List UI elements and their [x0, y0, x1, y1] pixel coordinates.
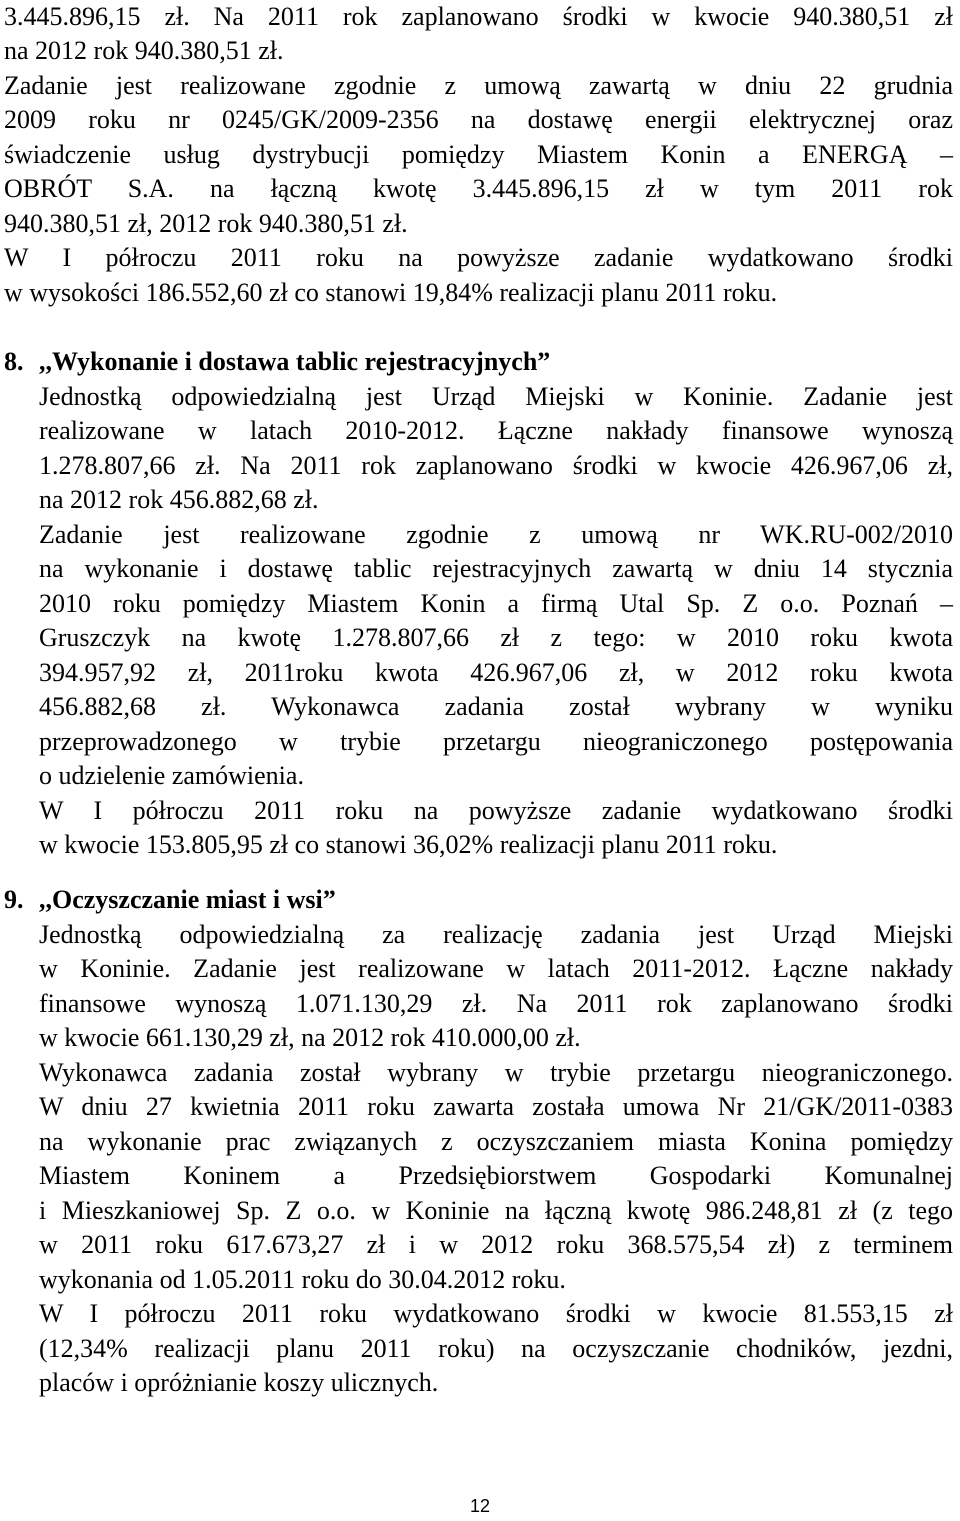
paragraph-line: 1.278.807,66 zł. Na 2011 rok zaplanowano środki w kwocie 426.967,06 zł, — [39, 451, 953, 480]
paragraph-line: w kwocie 153.805,95 zł co stanowi 36,02% realizacji planu 2011 roku. — [39, 830, 778, 859]
paragraph-line: w Koninie. Zadanie jest realizowane w latach 2011-2012. Łączne nakłady — [39, 954, 953, 983]
paragraph-line: 940.380,51 zł, 2012 rok 940.380,51 zł. — [4, 209, 408, 238]
paragraph-line: na 2012 rok 940.380,51 zł. — [4, 36, 284, 65]
paragraph-line: placów i opróżnianie koszy ulicznych. — [39, 1368, 439, 1397]
paragraph-line: W I półroczu 2011 roku wydatkowano środki w kwocie 81.553,15 zł — [39, 1299, 953, 1328]
paragraph-line: finansowe wynoszą 1.071.130,29 zł. Na 2011 rok zaplanowano środki — [39, 989, 953, 1018]
paragraph-line: na 2012 rok 456.882,68 zł. — [39, 485, 319, 514]
paragraph-line: W I półroczu 2011 roku na powyższe zadanie wydatkowano środki — [4, 243, 953, 272]
paragraph-line: W dniu 27 kwietnia 2011 roku zawarta została umowa Nr 21/GK/2011-0383 — [39, 1092, 953, 1121]
paragraph-line: wykonania od 1.05.2011 roku do 30.04.2012 roku. — [39, 1265, 566, 1294]
paragraph-line: Wykonawca zadania został wybrany w trybie przetargu nieograniczonego. — [39, 1058, 953, 1087]
paragraph-line: 456.882,68 zł. Wykonawca zadania został wybrany w wyniku — [39, 692, 953, 721]
paragraph-line: Gruszczyk na kwotę 1.278.807,66 zł z tego: w 2010 roku kwota — [39, 623, 953, 652]
paragraph-line: i Mieszkaniowej Sp. Z o.o. w Koninie na łączną kwotę 986.248,81 zł (z tego — [39, 1196, 953, 1225]
paragraph-line: 2009 roku nr 0245/GK/2009-2356 na dostawę energii elektrycznej oraz — [4, 105, 953, 134]
paragraph-line: 3.445.896,15 zł. Na 2011 rok zaplanowano środki w kwocie 940.380,51 zł — [4, 2, 953, 31]
paragraph-line: w kwocie 661.130,29 zł, na 2012 rok 410.000,00 zł. — [39, 1023, 581, 1052]
section-number: 8. — [4, 347, 24, 376]
paragraph-line: na wykonanie prac związanych z oczyszczaniem miasta Konina pomiędzy — [39, 1127, 953, 1156]
paragraph-line: na wykonanie i dostawę tablic rejestracyjnych zawartą w dniu 14 stycznia — [39, 554, 953, 583]
paragraph-line: Zadanie jest realizowane zgodnie z umową zawartą w dniu 22 grudnia — [4, 71, 953, 100]
section-heading: ,,Wykonanie i dostawa tablic rejestracyjnych” — [39, 347, 551, 376]
paragraph-line: przeprowadzonego w trybie przetargu nieograniczonego postępowania — [39, 727, 953, 756]
paragraph-line: w 2011 roku 617.673,27 zł i w 2012 roku 368.575,54 zł) z terminem — [39, 1230, 953, 1259]
section-number: 9. — [4, 885, 24, 914]
paragraph-line: o udzielenie zamówienia. — [39, 761, 304, 790]
paragraph-line: realizowane w latach 2010-2012. Łączne nakłady finansowe wynoszą — [39, 416, 953, 445]
paragraph-line: (12,34% realizacji planu 2011 roku) na oczyszczanie chodników, jezdni, — [39, 1334, 953, 1363]
paragraph-line: w wysokości 186.552,60 zł co stanowi 19,84% realizacji planu 2011 roku. — [4, 278, 778, 307]
paragraph-line: 2010 roku pomiędzy Miastem Konin a firmą Utal Sp. Z o.o. Poznań – — [39, 589, 953, 618]
page-number: 12 — [469, 1496, 491, 1516]
paragraph-line: Jednostką odpowiedzialną za realizację zadania jest Urząd Miejski — [39, 920, 953, 949]
paragraph-line: Jednostką odpowiedzialną jest Urząd Miejski w Koninie. Zadanie jest — [39, 382, 953, 411]
paragraph-line: OBRÓT S.A. na łączną kwotę 3.445.896,15 zł w tym 2011 rok — [4, 174, 953, 203]
paragraph-line: świadczenie usług dystrybucji pomiędzy Miastem Konin a ENERGĄ – — [4, 140, 953, 169]
paragraph-line: 394.957,92 zł, 2011roku kwota 426.967,06 zł, w 2012 roku kwota — [39, 658, 953, 687]
section-heading: ,,Oczyszczanie miast i wsi” — [39, 885, 336, 914]
paragraph-line: Zadanie jest realizowane zgodnie z umową nr WK.RU-002/2010 — [39, 520, 953, 549]
paragraph-line: W I półroczu 2011 roku na powyższe zadanie wydatkowano środki — [39, 796, 953, 825]
paragraph-line: Miastem Koninem a Przedsiębiorstwem Gospodarki Komunalnej — [39, 1161, 953, 1190]
